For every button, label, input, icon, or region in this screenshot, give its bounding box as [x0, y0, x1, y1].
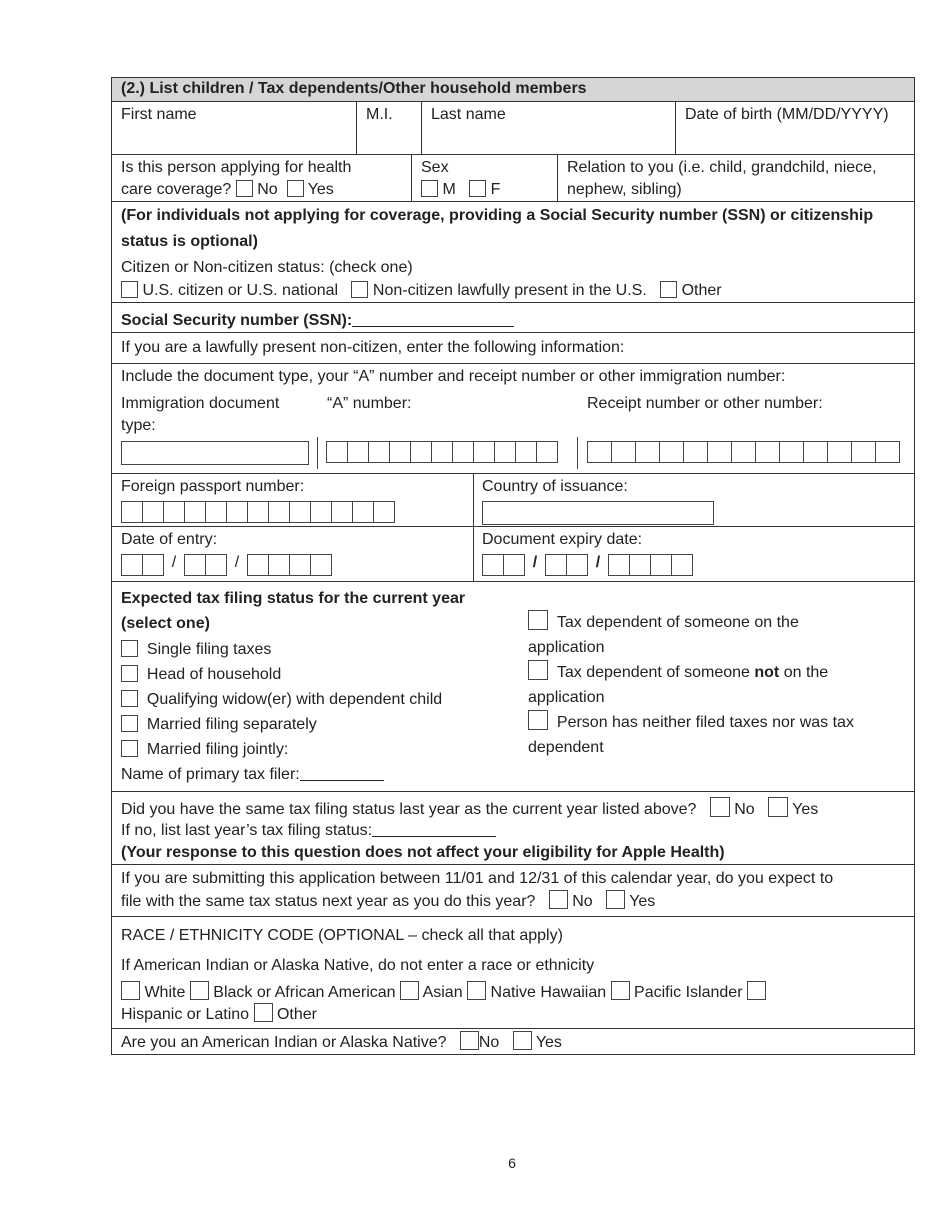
native-yes-checkbox[interactable]: [513, 1031, 532, 1050]
entry-date-boxes[interactable]: [121, 554, 331, 576]
name-row: [112, 101, 914, 154]
relation-line1: Relation to you (i.e. child, grandchild, niece,: [567, 159, 877, 176]
pacific-label: Pacific Islander: [634, 984, 743, 1001]
sex-female-label: F: [490, 181, 501, 198]
race-other-checkbox[interactable]: [254, 1003, 273, 1022]
native-yes-label: Yes: [535, 1034, 562, 1051]
qualifying-widow-label: Qualifying widow(er) with dependent child: [146, 691, 443, 708]
immigration-row: [112, 363, 914, 473]
race-instruction: If American Indian or Alaska Native, do not enter a race or ethnicity: [121, 957, 595, 974]
tax-option: [121, 712, 317, 737]
citizenship-other-checkbox[interactable]: [660, 281, 677, 298]
native-no-label: No: [478, 1034, 500, 1051]
ssn-row: [112, 302, 914, 332]
doc-type-input[interactable]: [121, 441, 309, 465]
native-question: Are you an American Indian or Alaska Native?: [121, 1034, 447, 1051]
primary-filer-label: Name of primary tax filer:: [121, 766, 300, 783]
last-year-row: [112, 791, 914, 864]
passport-label: Foreign passport number:: [121, 478, 305, 495]
citizenship-other-label: Other: [681, 282, 722, 299]
citizenship-note-line2: status is optional): [121, 233, 258, 250]
asian-label: Asian: [422, 984, 463, 1001]
receipt-number-boxes[interactable]: [587, 441, 899, 463]
race-title: RACE / ETHNICITY CODE (OPTIONAL – check all that apply): [121, 927, 563, 944]
applying-no-checkbox[interactable]: [236, 180, 253, 197]
applying-row: [112, 154, 914, 201]
dependent-not-app-checkbox[interactable]: [528, 660, 548, 680]
white-label: White: [144, 984, 186, 1001]
doc-type-line2: type:: [121, 417, 156, 434]
household-members-form: [111, 77, 915, 1055]
last-year-yes-label: Yes: [792, 801, 819, 818]
noncitizen-checkbox[interactable]: [351, 281, 368, 298]
tax-dependent-not-option: [528, 660, 828, 685]
neither-checkbox[interactable]: [528, 710, 548, 730]
married-jointly-label: Married filing jointly:: [146, 741, 289, 758]
native-row: [112, 1028, 914, 1054]
relation-line2: nephew, sibling): [567, 181, 682, 198]
section-title: (2.) List children / Tax dependents/Other household members: [121, 80, 587, 97]
applying-yes-label: Yes: [307, 181, 334, 198]
dependent-on-app-label: Tax dependent of someone on the: [556, 614, 799, 631]
noncitizen-label: Non-citizen lawfully present in the U.S.: [372, 282, 647, 299]
married-separately-label: Married filing separately: [146, 716, 317, 733]
tax-option: [121, 737, 288, 762]
date-slash: /: [171, 554, 177, 571]
black-label: Black or African American: [213, 984, 396, 1001]
hispanic-label: Hispanic or Latino: [121, 1006, 250, 1023]
receipt-label: Receipt number or other number:: [587, 395, 823, 412]
date-slash: /: [595, 554, 601, 571]
relation-field[interactable]: [557, 155, 914, 201]
expiry-date-label: Document expiry date:: [482, 531, 643, 548]
passport-number-boxes[interactable]: [121, 501, 394, 523]
sex-female-checkbox[interactable]: [469, 180, 486, 197]
section-header: [112, 78, 914, 101]
single-filing-checkbox[interactable]: [121, 640, 138, 657]
hawaiian-checkbox[interactable]: [467, 981, 486, 1000]
white-checkbox[interactable]: [121, 981, 140, 1000]
sex-male-checkbox[interactable]: [421, 180, 438, 197]
married-separately-checkbox[interactable]: [121, 715, 138, 732]
dependent-on-app-checkbox[interactable]: [528, 610, 548, 630]
country-label: Country of issuance:: [482, 478, 628, 495]
applying-question-line2: care coverage?: [121, 181, 232, 198]
head-household-label: Head of household: [146, 666, 282, 683]
last-name-label: Last name: [431, 106, 506, 123]
dependent-on-app-line2: application: [528, 639, 605, 656]
page-number: 6: [508, 1155, 516, 1171]
dependent-not-pre: Tax dependent of someone: [556, 664, 755, 681]
black-checkbox[interactable]: [190, 981, 209, 1000]
us-citizen-checkbox[interactable]: [121, 281, 138, 298]
last-year-no-label: No: [734, 801, 755, 818]
dates-row: [112, 526, 914, 581]
ssn-label: Social Security number (SSN):: [121, 312, 353, 329]
dependent-not-post: on the: [779, 664, 829, 681]
race-row: [112, 916, 914, 1028]
dependent-not-app-line2: application: [528, 689, 605, 706]
tax-filing-row: [112, 581, 914, 791]
immigration-instructions: Include the document type, your “A” number and receipt number or other immigration number:: [121, 368, 786, 385]
next-year-line2: file with the same tax status next year as you do this year?: [121, 893, 536, 910]
doc-type-line1: Immigration document: [121, 395, 280, 412]
entry-date-label: Date of entry:: [121, 531, 218, 548]
neither-line2: dependent: [528, 739, 604, 756]
citizenship-row: [112, 201, 914, 302]
next-year-yes-checkbox[interactable]: [606, 890, 625, 909]
head-household-checkbox[interactable]: [121, 665, 138, 682]
sex-male-label: M: [442, 181, 456, 198]
hispanic-checkbox[interactable]: [747, 981, 766, 1000]
single-filing-label: Single filing taxes: [146, 641, 272, 658]
date-slash: /: [532, 554, 538, 571]
a-number-label: “A” number:: [327, 395, 412, 412]
expiry-date-boxes[interactable]: [482, 554, 692, 576]
citizenship-options: [121, 281, 722, 300]
race-options-line2: [121, 1003, 317, 1026]
last-year-question-line: [121, 797, 818, 821]
divider: [317, 437, 319, 469]
lawful-row: [112, 332, 914, 363]
citizenship-note-line1: (For individuals not applying for coverage, providing a Social Security number (SSN) or citizenship: [121, 207, 874, 224]
hawaiian-label: Native Hawaiian: [490, 984, 607, 1001]
last-year-no-checkbox[interactable]: [710, 797, 730, 817]
divider: [577, 437, 579, 469]
sex-cell: [411, 155, 557, 201]
ssn-line[interactable]: [352, 310, 514, 327]
next-year-no-label: No: [572, 893, 593, 910]
mi-label: M.I.: [366, 106, 393, 123]
citizenship-status-label: Citizen or Non-citizen status: (check one): [121, 259, 413, 276]
next-year-yes-label: Yes: [629, 893, 656, 910]
neither-label: Person has neither filed taxes nor was tax: [556, 714, 854, 731]
last-year-question: Did you have the same tax filing status last year as the current year listed above?: [121, 801, 697, 818]
married-jointly-checkbox[interactable]: [121, 740, 138, 757]
native-question-line: [121, 1031, 562, 1054]
tax-option: [121, 687, 442, 712]
dob-field[interactable]: [675, 102, 914, 154]
last-year-status-field[interactable]: [121, 820, 496, 842]
qualifying-widow-checkbox[interactable]: [121, 690, 138, 707]
dependent-not-bold: not: [754, 664, 780, 681]
next-year-line2-wrap: [121, 890, 655, 913]
race-other-label: Other: [276, 1006, 317, 1023]
neither-option: [528, 710, 854, 735]
tax-option: [121, 662, 281, 687]
ssn-field[interactable]: [121, 310, 514, 330]
tax-dependent-on-option: [528, 610, 799, 635]
last-year-note: (Your response to this question does not affect your eligibility for Apple Health): [121, 844, 725, 861]
tax-heading-line2: (select one): [121, 615, 210, 632]
divider: [473, 474, 475, 527]
lawful-prompt: If you are a lawfully present non-citizen, enter the following information:: [121, 339, 625, 356]
applying-question-line1: Is this person applying for health: [121, 159, 352, 176]
first-name-label: First name: [121, 106, 197, 123]
country-input[interactable]: [482, 501, 714, 525]
mi-field[interactable]: [356, 102, 421, 154]
tax-option: [121, 637, 271, 662]
primary-filer-line[interactable]: [300, 764, 384, 781]
divider: [473, 527, 475, 582]
last-year-status-line[interactable]: [372, 820, 496, 837]
last-year-if-no: If no, list last year’s tax filing status:: [121, 822, 373, 839]
sex-label: Sex: [421, 159, 449, 176]
a-number-boxes[interactable]: [326, 441, 557, 463]
next-year-row: [112, 864, 914, 916]
us-citizen-label: U.S. citizen or U.S. national: [142, 282, 339, 299]
passport-row: [112, 473, 914, 526]
dob-label: Date of birth (MM/DD/YYYY): [685, 106, 889, 123]
last-name-field[interactable]: [421, 102, 675, 154]
next-year-line1: If you are submitting this application between 11/01 and 12/31 of this calendar year, do you expect to: [121, 870, 834, 887]
tax-heading-line1: Expected tax filing status for the current year: [121, 590, 466, 607]
asian-checkbox[interactable]: [400, 981, 419, 1000]
date-slash: /: [234, 554, 240, 571]
race-options-line1: [121, 981, 766, 1004]
applying-no-label: No: [257, 181, 278, 198]
applying-cell: [112, 155, 411, 201]
pacific-checkbox[interactable]: [611, 981, 630, 1000]
last-year-yes-checkbox[interactable]: [768, 797, 788, 817]
primary-filer-field[interactable]: [121, 762, 384, 787]
applying-yes-checkbox[interactable]: [287, 180, 304, 197]
first-name-field[interactable]: [112, 102, 356, 154]
native-no-checkbox[interactable]: [460, 1031, 479, 1050]
next-year-no-checkbox[interactable]: [549, 890, 568, 909]
